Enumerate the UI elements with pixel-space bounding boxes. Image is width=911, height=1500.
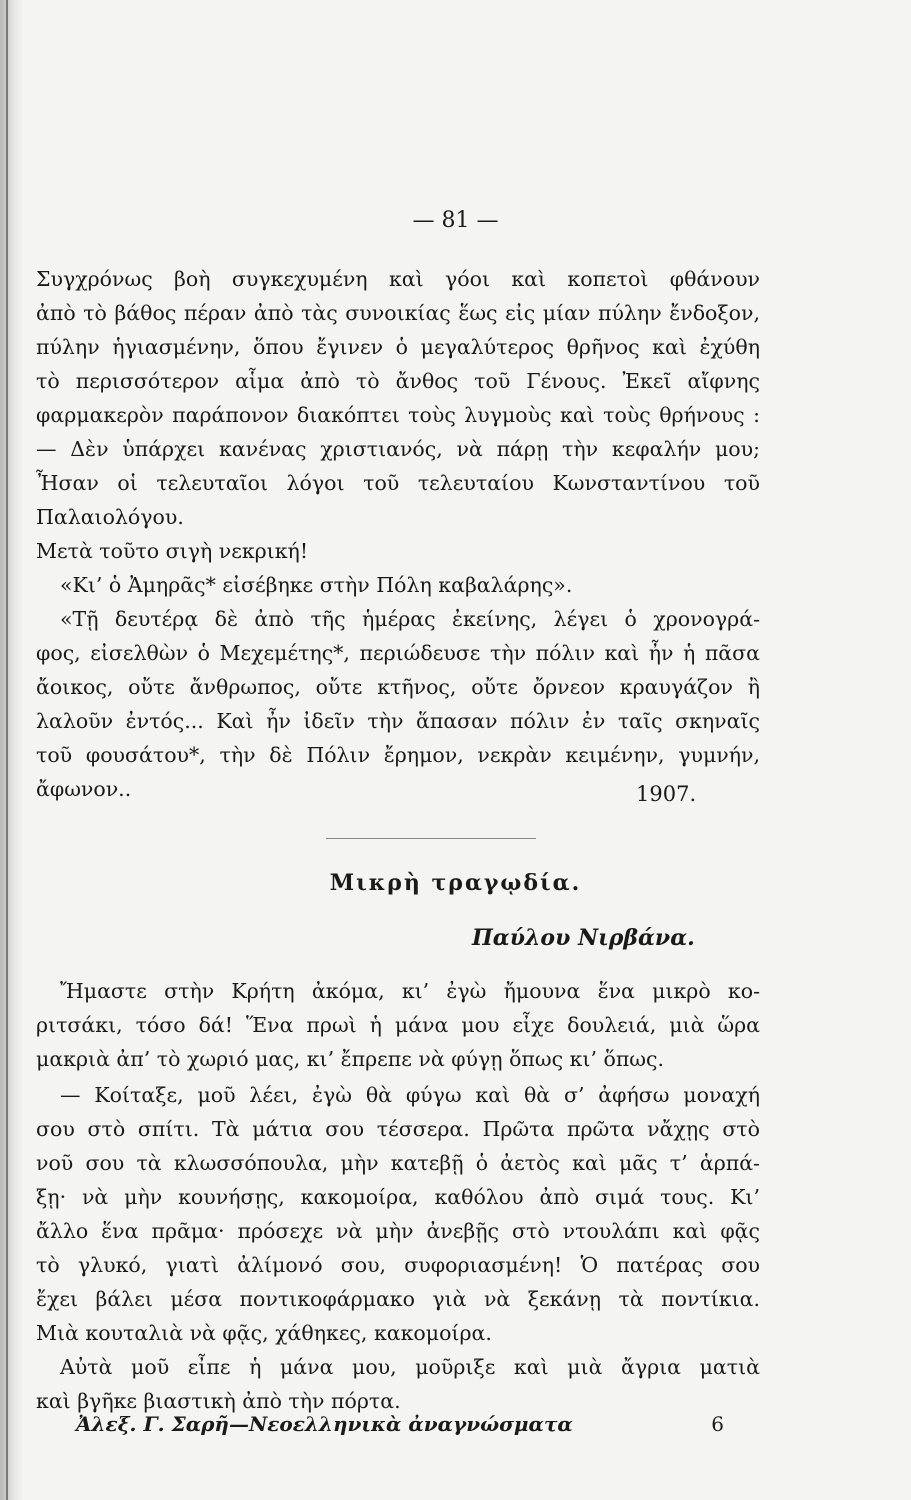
text-line: Ἤμαστε στὴν Κρήτη ἀκόμα, κι’ ἐγὼ ἤμουνα ἕνα μικρὸ κο- bbox=[60, 979, 760, 1003]
text-line: ἔχει βάλει μέσα ποντικοφάρμακο γιὰ νὰ ξεκάνῃ τὰ ποντίκια. bbox=[36, 1287, 760, 1311]
paragraph-3 bbox=[36, 568, 760, 806]
story-title: Μικρὴ τραγῳδία. bbox=[329, 870, 582, 896]
text-line: πύλην ἡγιασμένην, ὅπου ἔγινεν ὁ μεγαλύτερος θρῆνος καὶ ἐχύθη bbox=[36, 335, 760, 359]
text-line: ριτσάκι, τόσο δά! Ἕνα πρωὶ ἡ μάνα μου εἶχε δουλειά, μιὰ ὥρα bbox=[36, 1013, 760, 1037]
text-line: — Κοίταξε, μοῦ λέει, ἐγὼ θὰ φύγω καὶ θὰ σ’ ἀφήσω μοναχή bbox=[60, 1083, 760, 1107]
text-line: τὸ γλυκό, γιατὶ ἀλίμονό σου, συφοριασμένη! Ὁ πατέρας σου bbox=[36, 1253, 760, 1277]
text-line: — Δὲν ὑπάρχει κανένας χριστιανός, νὰ πάρῃ τὴν κεφαλήν μου; bbox=[36, 437, 760, 461]
text-line: Συγχρόνως βοὴ συγκεχυμένη καὶ γόοι καὶ κοπετοὶ φθάνουν bbox=[36, 267, 760, 291]
story-author: Παύλου Νιρβάνα. bbox=[472, 925, 695, 951]
text-line: καὶ βγῆκε βιαστικὴ ἀπὸ τὴν πόρτα. bbox=[36, 1389, 401, 1413]
signature-number: 6 bbox=[711, 1412, 724, 1436]
text-line: Ἦσαν οἱ τελευταῖοι λόγοι τοῦ τελευταίου Κωνσταντίνου τοῦ bbox=[36, 471, 760, 495]
page-number: — 81 — bbox=[412, 208, 499, 233]
text-line: μακριὰ ἀπ’ τὸ χωριό μας, κι’ ἔπρεπε νὰ φύγῃ ὅπως κι’ ὅπως. bbox=[36, 1047, 665, 1071]
text-line: φος, εἰσελθὼν ὁ Μεχεμέτης*, περιώδευσε τὴν πόλιν καὶ ἦν ἡ πᾶσα bbox=[36, 641, 760, 665]
text-line: τοῦ φουσάτου*, τὴν δὲ Πόλιν ἔρημον, νεκρὰν κειμένην, γυμνήν, bbox=[36, 743, 760, 767]
paragraph-6 bbox=[36, 1350, 760, 1418]
text-line: ἄλλο ἕνα πρᾶμα· πρόσεχε νὰ μὴν ἀνεβῇς στὸ ντουλάπι καὶ φᾷς bbox=[36, 1219, 760, 1243]
text-line: Αὐτὰ μοῦ εἶπε ἡ μάνα μου, μοῦριξε καὶ μιὰ ἄγρια ματιὰ bbox=[60, 1355, 760, 1379]
text-line: Παλαιολόγου. bbox=[36, 505, 184, 529]
text-line: ἀπὸ τὸ βάθος πέραν ἀπὸ τὰς συνοικίας ἕως εἰς μίαν πύλην ἔνδοξον, bbox=[36, 301, 760, 325]
text-line: λαλοῦν ἐντός... Καὶ ἦν ἰδεῖν τὴν ἅπασαν πόλιν ἐν ταῖς σκηναῖς bbox=[36, 709, 760, 733]
text-line: τὸ περισσότερον αἷμα ἀπὸ τὸ ἄνθος τοῦ Γένους. Ἐκεῖ αἴφνης bbox=[36, 369, 760, 393]
text-line: Μετὰ τοῦτο σιγὴ νεκρική! bbox=[36, 539, 309, 563]
text-line: ἄοικος, οὔτε ἄνθρωπος, οὔτε κτῆνος, οὔτε ὄρνεον κραυγάζον ἢ bbox=[36, 675, 760, 699]
text-line: ξῃ· νὰ μὴν κουνήσῃς, κακομοίρα, καθόλου ἀπὸ σιμά τους. Κι’ bbox=[36, 1185, 760, 1209]
footer-citation: Ἀλεξ. Γ. Σαρῆ—Νεοελληνικὰ ἀναγνώσματα bbox=[76, 1412, 573, 1436]
text-line: φαρμακερὸν παράπονον διακόπτει τοὺς λυγμοὺς καὶ τοὺς θρήνους : bbox=[36, 403, 760, 427]
text-line: Μιὰ κουταλιὰ νὰ φᾷς, χάθηκες, κακομοίρα. bbox=[36, 1321, 492, 1345]
page-footer bbox=[36, 1412, 760, 1436]
paragraph-2 bbox=[36, 534, 760, 568]
date: 1907. bbox=[636, 782, 697, 806]
text-line: σου στὸ σπίτι. Τὰ μάτια σου τέσσερα. Πρῶτα πρῶτα νἄχῃς στὸ bbox=[36, 1117, 760, 1141]
paragraph-4 bbox=[36, 974, 760, 1076]
section-divider bbox=[326, 838, 536, 839]
text-line: «Τῇ δευτέρᾳ δὲ ἀπὸ τῆς ἡμέρας ἐκείνης, λέγει ὁ χρονογρά- bbox=[60, 607, 760, 631]
text-line: «Κι’ ὁ Ἀμηρᾶς* εἰσέβηκε στὴν Πόλη καβαλάρης». bbox=[60, 573, 573, 597]
paragraph-5 bbox=[36, 1078, 760, 1350]
paragraph-1 bbox=[36, 262, 760, 534]
text-line: νοῦ σου τὰ κλωσσόπουλα, μὴν κατεβῇ ὁ ἀετὸς καὶ μᾶς τ’ ἁρπά- bbox=[36, 1151, 760, 1175]
text-line: ἄφωνον.. bbox=[36, 777, 132, 801]
